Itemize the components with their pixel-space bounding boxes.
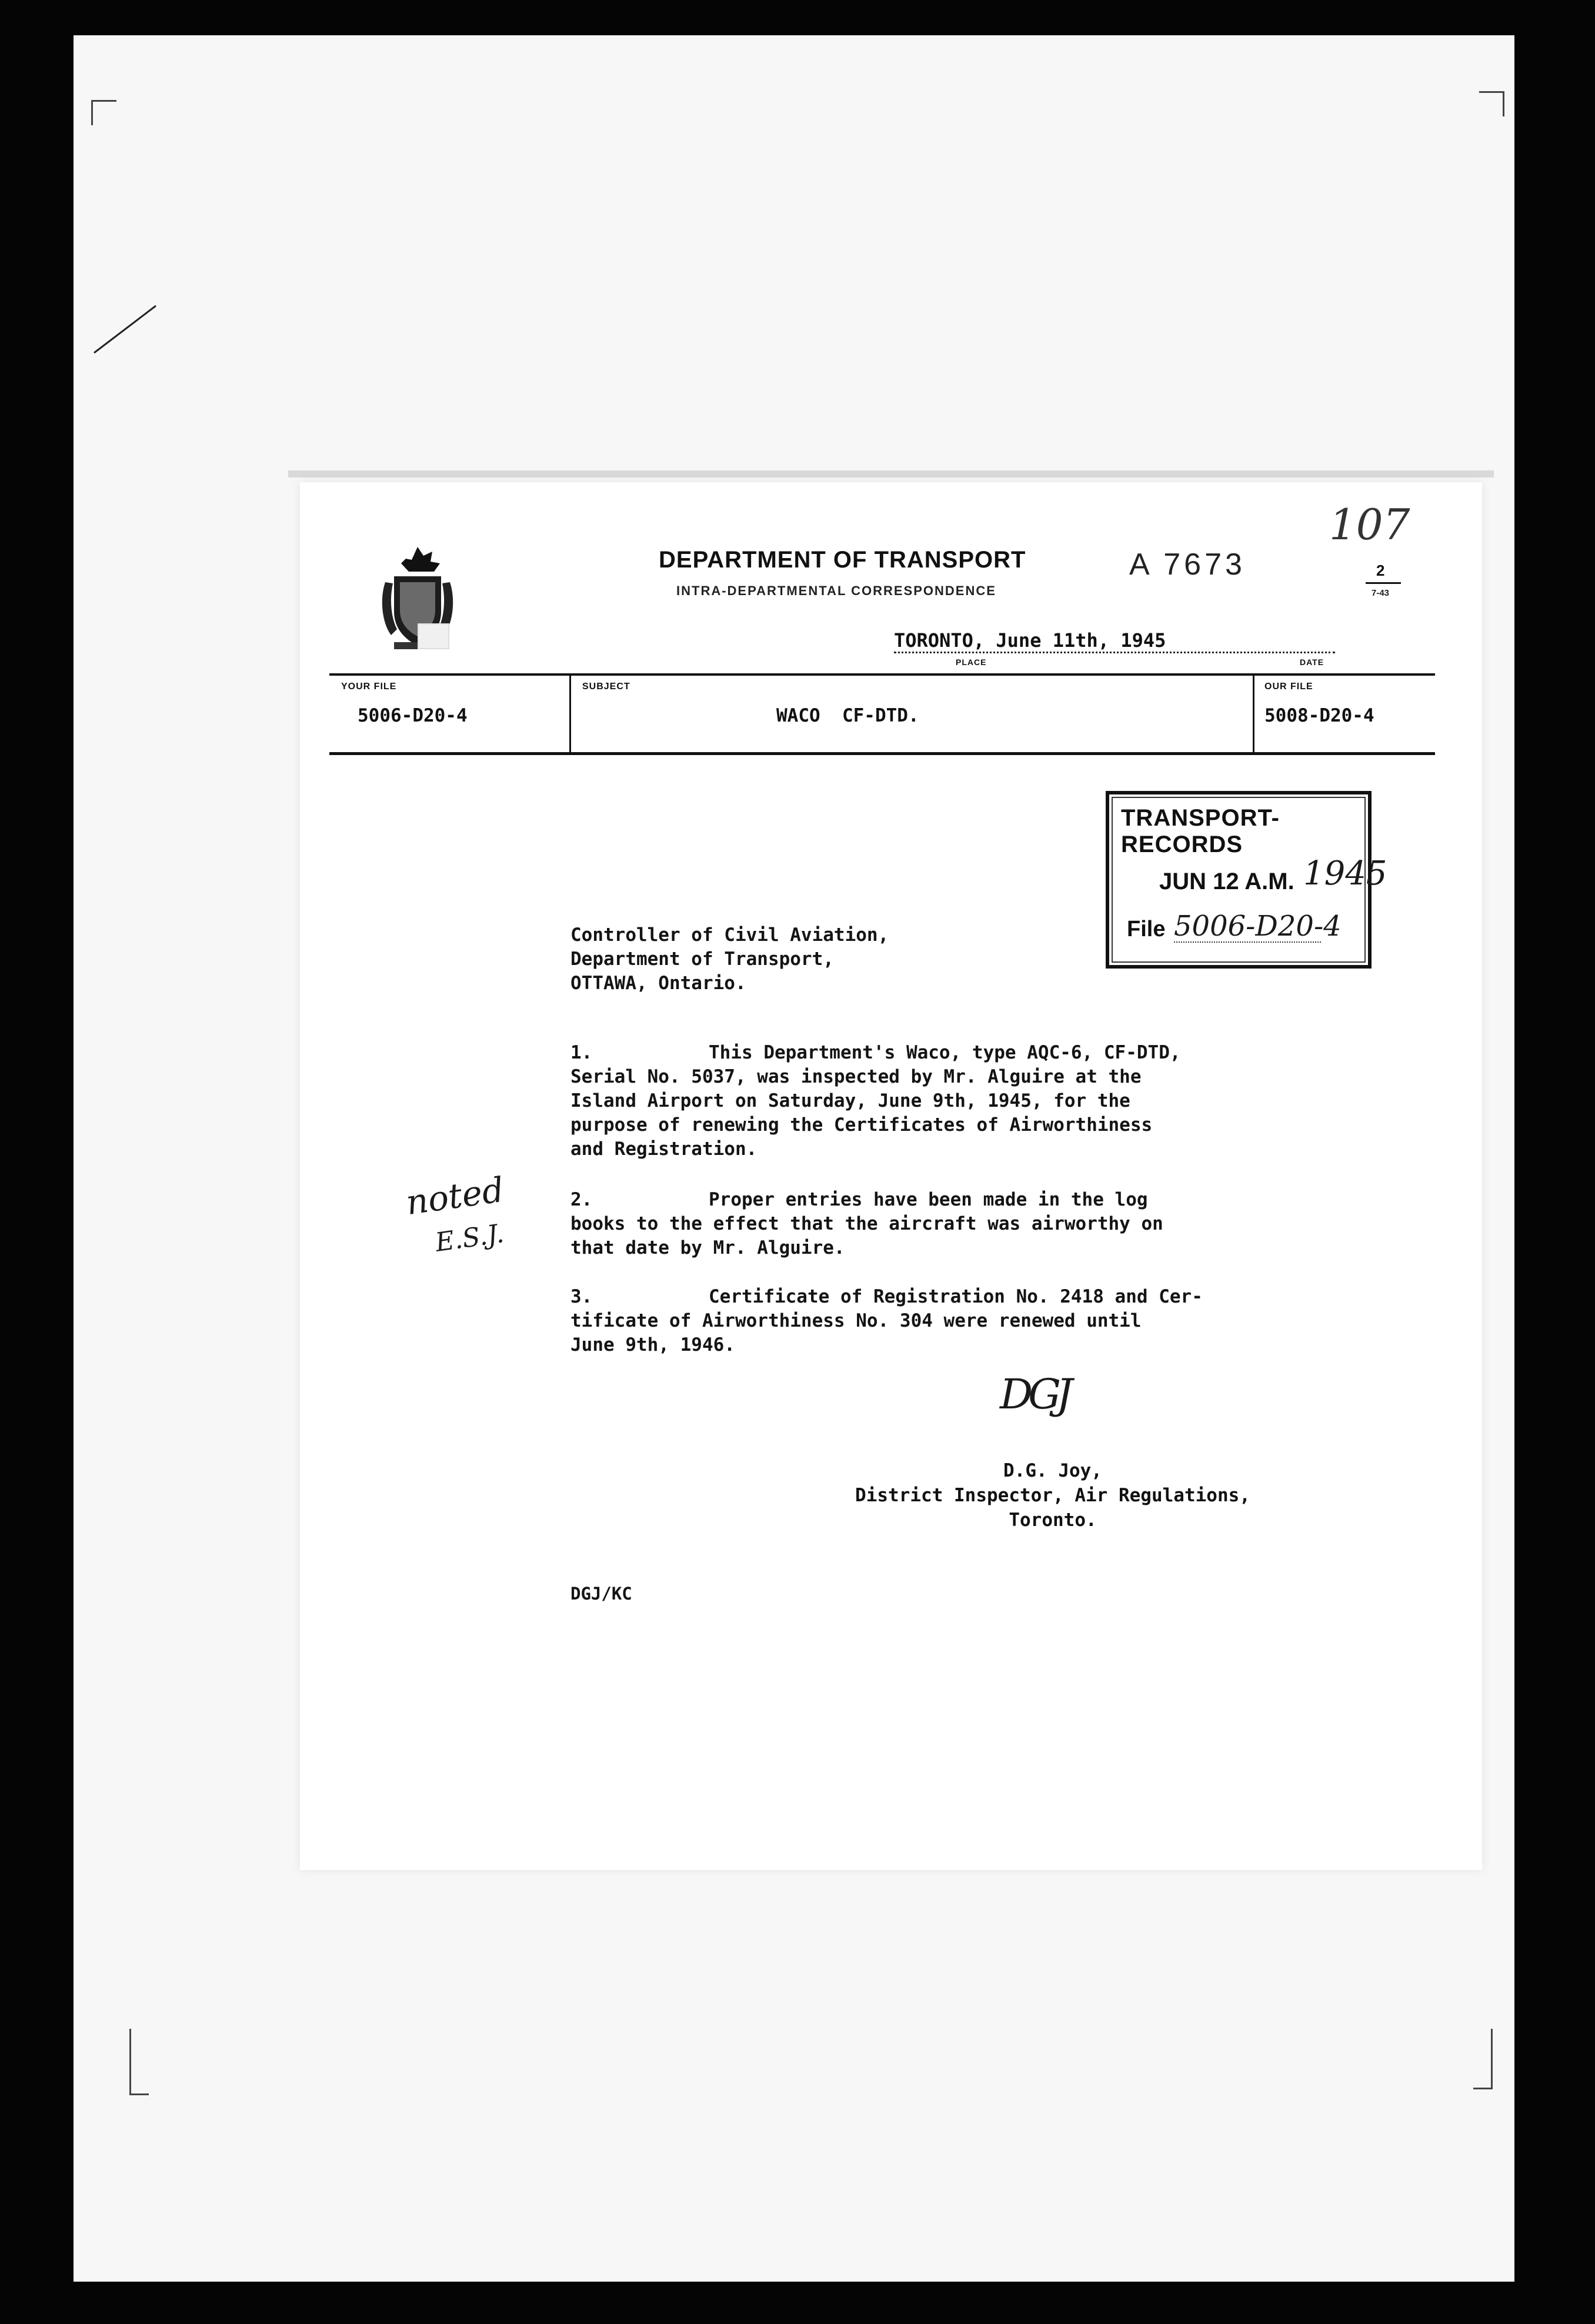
- crop-mark-top-left: [91, 100, 116, 125]
- subject-label: SUBJECT: [582, 682, 630, 692]
- crop-mark-top-right: [1479, 91, 1504, 116]
- stamp-file-underline: [1174, 941, 1321, 943]
- correspondence-subtitle: INTRA-DEPARTMENTAL CORRESPONDENCE: [676, 583, 996, 598]
- addressee-line-1: Controller of Civil Aviation,: [570, 924, 889, 946]
- paragraph-1-line-1: This Department's Waco, type AQC-6, CF-DTD,: [709, 1042, 1181, 1063]
- file-header-table: [329, 673, 1435, 755]
- paragraph-3-number: 3.: [570, 1286, 593, 1307]
- signatory-city: Toronto.: [1009, 1510, 1097, 1531]
- your-file-value: 5006-D20-4: [358, 705, 468, 726]
- addressee-line-3: OTTAWA, Ontario.: [570, 973, 746, 994]
- your-file-label: YOUR FILE: [341, 682, 397, 692]
- paragraph-1-line-4: purpose of renewing the Certificates of Airworthiness: [570, 1114, 1153, 1136]
- paragraph-3-line-2: tificate of Airworthiness No. 304 were renewed until: [570, 1310, 1142, 1331]
- stamp-year-handwritten: 1945: [1303, 854, 1387, 893]
- transport-records-stamp: [1106, 791, 1387, 969]
- place-date-dotted-line: [894, 652, 1335, 653]
- form-number-rule: [1366, 582, 1401, 584]
- paragraph-3-line-1: Certificate of Registration No. 2418 and Cer-: [709, 1286, 1203, 1307]
- stamp-file-number-handwritten: 5006-D20-4: [1174, 910, 1342, 943]
- crop-mark-bottom-left: [129, 2029, 149, 2095]
- our-file-label: OUR FILE: [1264, 682, 1313, 692]
- paragraph-3-line-3: June 9th, 1946.: [570, 1334, 735, 1355]
- crop-mark-bottom-right: [1473, 2029, 1493, 2089]
- our-file-value: 5008-D20-4: [1264, 705, 1374, 726]
- paragraph-2-line-3: that date by Mr. Alguire.: [570, 1237, 845, 1258]
- form-number: 2: [1376, 562, 1385, 579]
- header-divider-2: [1253, 676, 1254, 752]
- paragraph-2-line-2: books to the effect that the aircraft was airworthy on: [570, 1213, 1163, 1234]
- signatory-name: D.G. Joy,: [1003, 1460, 1102, 1481]
- subject-value: WACO CF-DTD.: [776, 705, 919, 726]
- archive-page-number: 107: [1329, 500, 1410, 549]
- handwritten-signature-initials: DGJ: [1000, 1370, 1069, 1418]
- paragraph-1-line-3: Island Airport on Saturday, June 9th, 1945, for the: [570, 1090, 1130, 1111]
- place-label: PLACE: [956, 657, 987, 667]
- typist-reference: DGJ/KC: [570, 1584, 632, 1604]
- form-revision: 7-43: [1372, 588, 1390, 598]
- paragraph-1-number: 1.: [570, 1042, 593, 1063]
- paragraph-1-line-5: and Registration.: [570, 1138, 758, 1160]
- signature-block: [788, 1458, 1317, 1532]
- date-label: DATE: [1300, 657, 1324, 667]
- pen-stroke-mark: [91, 300, 162, 359]
- header-divider-1: [569, 676, 571, 752]
- crest-paper-tear: [418, 623, 449, 649]
- department-title: DEPARTMENT OF TRANSPORT: [659, 547, 1026, 573]
- paragraph-2-line-1: Proper entries have been made in the log: [709, 1189, 1148, 1210]
- margin-note-noted: noted: [403, 1169, 506, 1223]
- signatory-title: District Inspector, Air Regulations,: [855, 1485, 1250, 1506]
- addressee-line-2: Department of Transport,: [570, 949, 834, 970]
- stamp-title: TRANSPORT-RECORDS: [1121, 805, 1280, 857]
- margin-note-initials: E.S.J.: [433, 1218, 506, 1258]
- reference-number: A 7673: [1129, 547, 1246, 582]
- page-top-edge: [288, 470, 1494, 478]
- letter-page: [300, 482, 1482, 1870]
- paragraph-1-line-2: Serial No. 5037, was inspected by Mr. Alguire at the: [570, 1066, 1142, 1087]
- stamp-date: JUN 12 A.M.: [1159, 869, 1294, 894]
- stamp-file-label: File: [1127, 917, 1166, 941]
- paragraph-2-number: 2.: [570, 1189, 593, 1210]
- place-date-value: TORONTO, June 11th, 1945: [894, 629, 1166, 652]
